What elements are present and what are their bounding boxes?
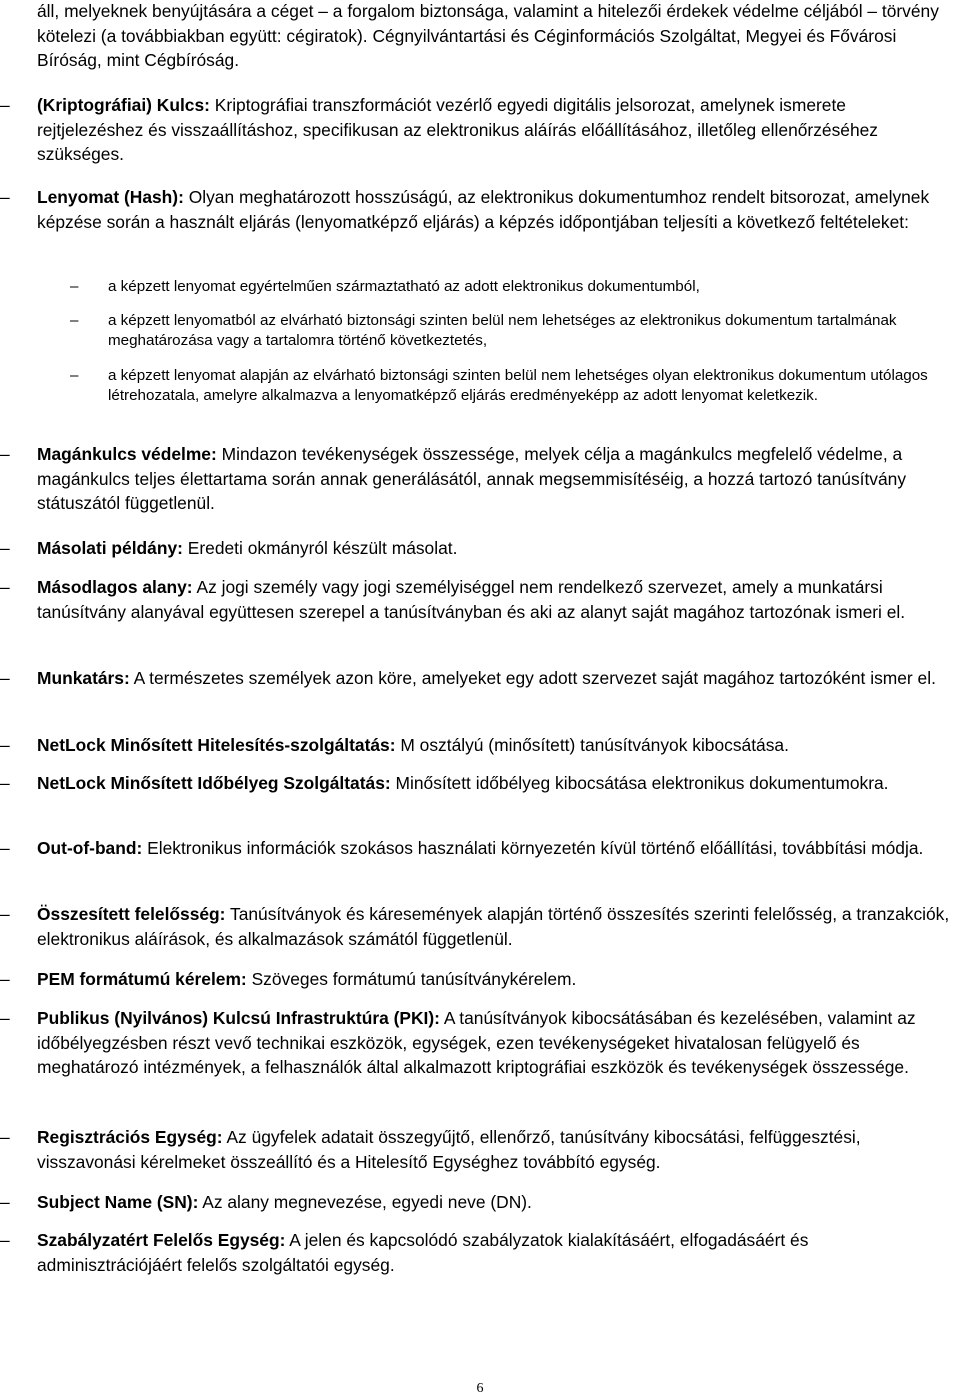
definition-text: [37, 1006, 955, 1080]
definition-item: [0, 902, 955, 951]
definition-body: Az ügyfelek adatait összegyűjtő, ellenőrző, tanúsítvány kibocsátási, felfüggesztési, visszavonási kérelmeket összeállító és a Hitelesítő Egységhez továbbító egység.: [37, 1127, 861, 1172]
definition-item: [0, 93, 955, 167]
definition-text: [37, 575, 955, 624]
definition-text: [37, 771, 955, 796]
bullet-dash: –: [0, 538, 10, 558]
definition-term: Munkatárs:: [37, 668, 130, 688]
definition-body: M osztályú (minősített) tanúsítványok kibocsátása.: [400, 735, 789, 755]
definition-term: (Kriptográfiai) Kulcs:: [37, 95, 210, 115]
bullet-dash: –: [70, 312, 79, 329]
definition-text: [37, 666, 955, 691]
definition-term: Publikus (Nyilvános) Kulcsú Infrastruktúra (PKI):: [37, 1008, 440, 1028]
definition-text: [37, 1190, 955, 1215]
bullet-dash: –: [0, 838, 10, 858]
bullet-dash: –: [0, 735, 10, 755]
definition-text: [37, 733, 955, 758]
bullet-dash: –: [0, 95, 10, 115]
definition-term: Out-of-band:: [37, 838, 143, 858]
sub-list-item: [70, 277, 950, 297]
definition-text: [37, 1228, 955, 1277]
definition-body: Kriptográfiai transzformációt vezérlő egyedi digitális jelsorozat, amelynek ismerete rejtjelezéshez és visszaállításhoz, specifikusan az elektronikus aláírás előállításához, illetőleg ellenőrzéséhez szükséges.: [37, 95, 878, 164]
sub-list-item: [70, 366, 950, 405]
definition-term: Összesített felelősség:: [37, 904, 226, 924]
definition-text: [37, 185, 955, 234]
definition-text: [37, 93, 955, 167]
definition-text: [37, 902, 955, 951]
definition-item: [0, 967, 955, 992]
definition-body: Olyan meghatározott hosszúságú, az elektronikus dokumentumhoz rendelt bitsorozat, amelynek képzése során a használt eljárás (lenyomatképző eljárás) a képzés időpontjában teljesíti a következő feltételeket:: [37, 187, 930, 232]
definition-body: A jelen és kapcsolódó szabályzatok kialakításáért, elfogadásáért és adminisztrációjáért felelős szolgáltatói egység.: [37, 1230, 809, 1275]
definition-term: Másolati példány:: [37, 538, 183, 558]
definition-item: [0, 1125, 955, 1174]
definition-body: Minősített időbélyeg kibocsátása elektronikus dokumentumokra.: [395, 773, 889, 793]
definition-item: [0, 185, 955, 234]
definition-body: A tanúsítványok kibocsátásában és kezelésében, valamint az időbélyegzésben részt vevő technikai eszközök, egységek, ezen tevékenységeket hivatalosan felügyelő és meghatározó intézmények, a felhasználók által alkalmazott kriptográfiai eszközök és tevékenységek összessége.: [37, 1008, 916, 1077]
definition-item: [0, 1006, 955, 1080]
bullet-dash: –: [0, 444, 10, 464]
definition-item: [0, 536, 955, 561]
sub-item-text: a képzett lenyomat egyértelműen származtatható az adott elektronikus dokumentumból,: [108, 278, 700, 295]
definition-term: Subject Name (SN):: [37, 1192, 199, 1212]
bullet-dash: –: [0, 1192, 10, 1212]
definition-term: Szabályzatért Felelős Egység:: [37, 1230, 286, 1250]
bullet-dash: –: [0, 1008, 10, 1028]
bullet-dash: –: [0, 668, 10, 688]
definition-body: Az jogi személy vagy jogi személyiséggel nem rendelkező szervezet, amely a munkatársi tanúsítvány alanyával együttesen szerepel a tanúsítványban és aki az alanyt saját magához tartozónak ismeri el.: [37, 577, 906, 622]
definition-term: Magánkulcs védelme:: [37, 444, 217, 464]
definition-body: Az alany megnevezése, egyedi neve (DN).: [202, 1192, 532, 1212]
bullet-dash: –: [0, 969, 10, 989]
definition-text: [37, 536, 955, 561]
definition-body: Tanúsítványok és káresemények alapján történő összesítés szerinti felelősség, a tranzakciók, elektronikus aláírások, és alkalmazások számától függetlenül.: [37, 904, 950, 949]
definition-text: [37, 967, 955, 992]
page-number: 6: [476, 1381, 484, 1396]
definition-body: Eredeti okmányról készült másolat.: [187, 538, 458, 558]
intro-paragraph: áll, melyeknek benyújtására a céget – a forgalom biztonsága, valamint a hitelezői érdekek védelme céljából – törvény kötelezi (a továbbiakban együtt: cégiratok). Cégnyilvántartási és Céginformációs Szolgáltat, Megyei és Fővárosi Bíróság, mint Cégbíróság.: [37, 1, 939, 70]
definition-item: [0, 771, 955, 796]
definition-item: [0, 836, 955, 861]
definition-text: [37, 1125, 955, 1174]
definition-term: Lenyomat (Hash):: [37, 187, 184, 207]
bullet-dash: –: [70, 278, 79, 295]
definition-item: [0, 575, 955, 624]
definition-text: [37, 442, 955, 516]
bullet-dash: –: [0, 773, 10, 793]
bullet-dash: –: [0, 577, 10, 597]
definition-term: Regisztrációs Egység:: [37, 1127, 223, 1147]
bullet-dash: –: [0, 1230, 10, 1250]
definition-body: A természetes személyek azon köre, amelyeket egy adott szervezet saját magához tartozóként ismer el.: [133, 668, 936, 688]
bullet-dash: –: [0, 904, 10, 924]
definition-term: PEM formátumú kérelem:: [37, 969, 247, 989]
definition-body: Mindazon tevékenységek összessége, melyek célja a magánkulcs megfelelő védelme, a magánkulcs teljes élettartama során annak generálásától, annak megsemmisítéséig, a hozzá tartozó tanúsítvány státuszától függetlenül.: [37, 444, 907, 513]
definition-item: [0, 666, 955, 691]
sub-item-text: a képzett lenyomat alapján az elvárható biztonsági szinten belül nem lehetséges olyan elektronikus dokumentum utólagos létrehozatala, amelyre alkalmazva a lenyomatképző eljárás eredményeképp az adott lenyomat keletkezik.: [108, 367, 928, 404]
bullet-dash: –: [70, 367, 79, 384]
definition-item: [0, 442, 955, 516]
definition-term: NetLock Minősített Időbélyeg Szolgáltatás:: [37, 773, 391, 793]
definition-text: [37, 836, 955, 861]
definition-body: Szöveges formátumú tanúsítványkérelem.: [251, 969, 577, 989]
bullet-dash: –: [0, 187, 10, 207]
definition-body: Elektronikus információk szokásos használati környezetén kívül történő előállítási, továbbítási módja.: [147, 838, 924, 858]
definition-item: [0, 1228, 955, 1277]
bullet-dash: –: [0, 1127, 10, 1147]
definition-item: [0, 733, 955, 758]
sub-list-item: [70, 311, 950, 350]
definition-item: [0, 1190, 955, 1215]
definition-term: Másodlagos alany:: [37, 577, 193, 597]
definition-term: NetLock Minősített Hitelesítés-szolgáltatás:: [37, 735, 396, 755]
sub-item-text: a képzett lenyomatból az elvárható biztonsági szinten belül nem lehetséges az elektronikus dokumentum tartalmának meghatározása vagy a tartalomra történő következtetés,: [108, 312, 897, 349]
